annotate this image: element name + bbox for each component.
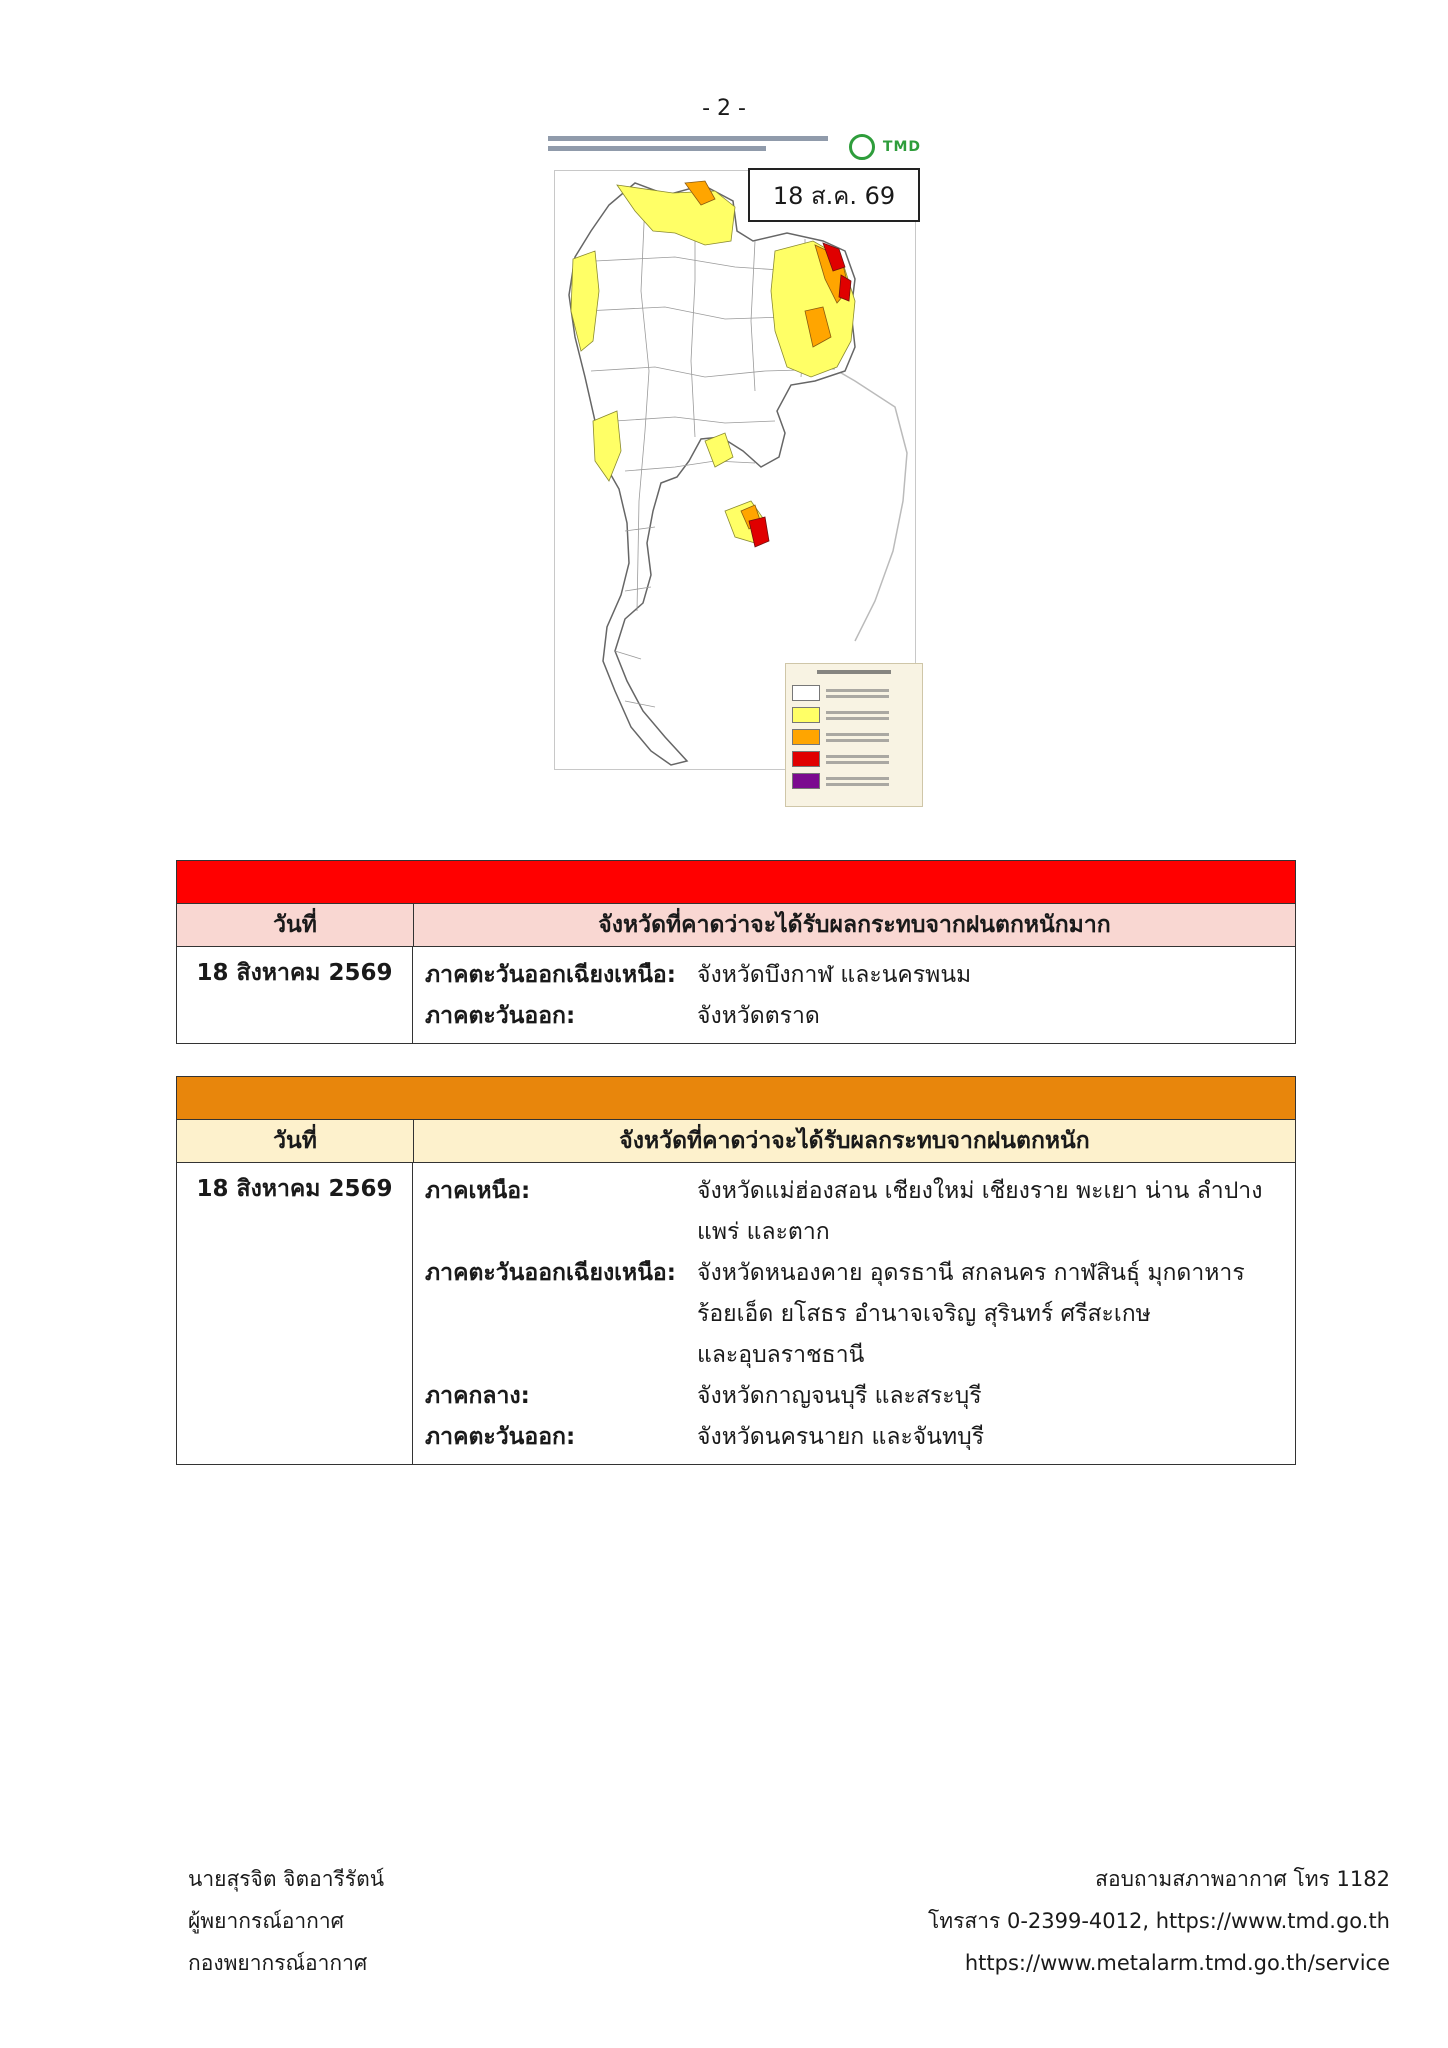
region-name: ภาคเหนือ: [425,1178,531,1204]
province-list: จังหวัดบึงกาฬ และนครพนม [697,962,972,988]
region-name: ภาคกลาง: [425,1383,530,1409]
region-item [425,1171,1283,1253]
table-row [177,946,1295,1043]
table-header [177,903,1295,946]
map-caption [548,136,828,156]
legend-swatch-white [792,685,820,701]
table-header [177,1119,1295,1162]
province-column-header: จังหวัดที่คาดว่าจะได้รับผลกระทบจากฝนตกหนัก [619,1128,1090,1154]
province-list: จังหวัดกาญจนบุรี และสระบุรี [697,1383,982,1409]
legend-row [792,704,916,726]
province-list: ร้อยเอ็ด ยโสธร อำนาจเจริญ สุรินทร์ ศรีสะเกษ [697,1301,1151,1327]
heavy-rain-table [176,1076,1296,1465]
region-item [425,955,1283,996]
region-item [425,1376,1283,1417]
province-list: จังหวัดหนองคาย อุดรธานี สกลนคร กาฬสินธุ์ มุกดาหาร [697,1260,1245,1286]
region-name: ภาคตะวันออกเฉียงเหนือ: [425,962,676,988]
region-item [425,1417,1283,1458]
regions-cell [413,1163,1295,1464]
ministry-logo-icon [849,134,875,160]
legend-swatch-red [792,751,820,767]
province-list: แพร่ และตาก [697,1219,830,1245]
region-item [425,1253,1283,1376]
date-column-header: วันที่ [177,1120,414,1162]
footer-contact [928,1858,1390,1984]
province-column-header: จังหวัดที่คาดว่าจะได้รับผลกระทบจากฝนตกหนักมาก [598,912,1111,938]
region-item [425,996,1283,1037]
page-number: - 2 - [702,96,746,121]
rainfall-map-figure [548,132,923,772]
legend-swatch-purple [792,773,820,789]
legend-row [792,748,916,770]
date-column-header: วันที่ [177,904,414,946]
legend-swatch-yellow [792,707,820,723]
legend-row [792,682,916,704]
province-list: จังหวัดนครนายก และจันทบุรี [697,1424,985,1450]
forecast-date: 18 สิงหาคม 2569 [177,1163,413,1464]
department-name: กองพยากรณ์อากาศ [188,1951,368,1975]
province-list: จังหวัดตราด [697,1003,820,1029]
map-frame [554,170,916,770]
forecast-date: 18 สิงหาคม 2569 [177,947,413,1043]
fax-and-website[interactable]: โทรสาร 0-2399-4012, https://www.tmd.go.th [928,1909,1390,1933]
forecaster-title: ผู้พยากรณ์อากาศ [188,1909,344,1933]
province-list: และอุบลราชธานี [697,1342,865,1368]
red-warning-band [177,861,1295,903]
regions-cell [413,947,1295,1043]
map-legend [785,663,923,807]
metalarm-link[interactable]: https://www.metalarm.tmd.go.th/service [964,1951,1390,1975]
orange-warning-band [177,1077,1295,1119]
legend-row [792,770,916,792]
region-name: ภาคตะวันออก: [425,1424,576,1450]
footer-signature [188,1858,384,1984]
legend-row [792,726,916,748]
forecaster-name: นายสุรจิต จิตอารีรัตน์ [188,1867,385,1891]
weather-hotline: สอบถามสภาพอากาศ โทร 1182 [1095,1867,1390,1891]
legend-swatch-orange [792,729,820,745]
map-logos [849,134,921,160]
region-name: ภาคตะวันออก: [425,1003,576,1029]
tmd-logo: TMD [882,139,921,155]
region-name: ภาคตะวันออกเฉียงเหนือ: [425,1260,676,1286]
map-date-box: 18 ส.ค. 69 [748,168,920,222]
table-row [177,1162,1295,1464]
very-heavy-rain-table [176,860,1296,1044]
province-list: จังหวัดแม่ฮ่องสอน เชียงใหม่ เชียงราย พะเยา น่าน ลำปาง [697,1178,1263,1204]
